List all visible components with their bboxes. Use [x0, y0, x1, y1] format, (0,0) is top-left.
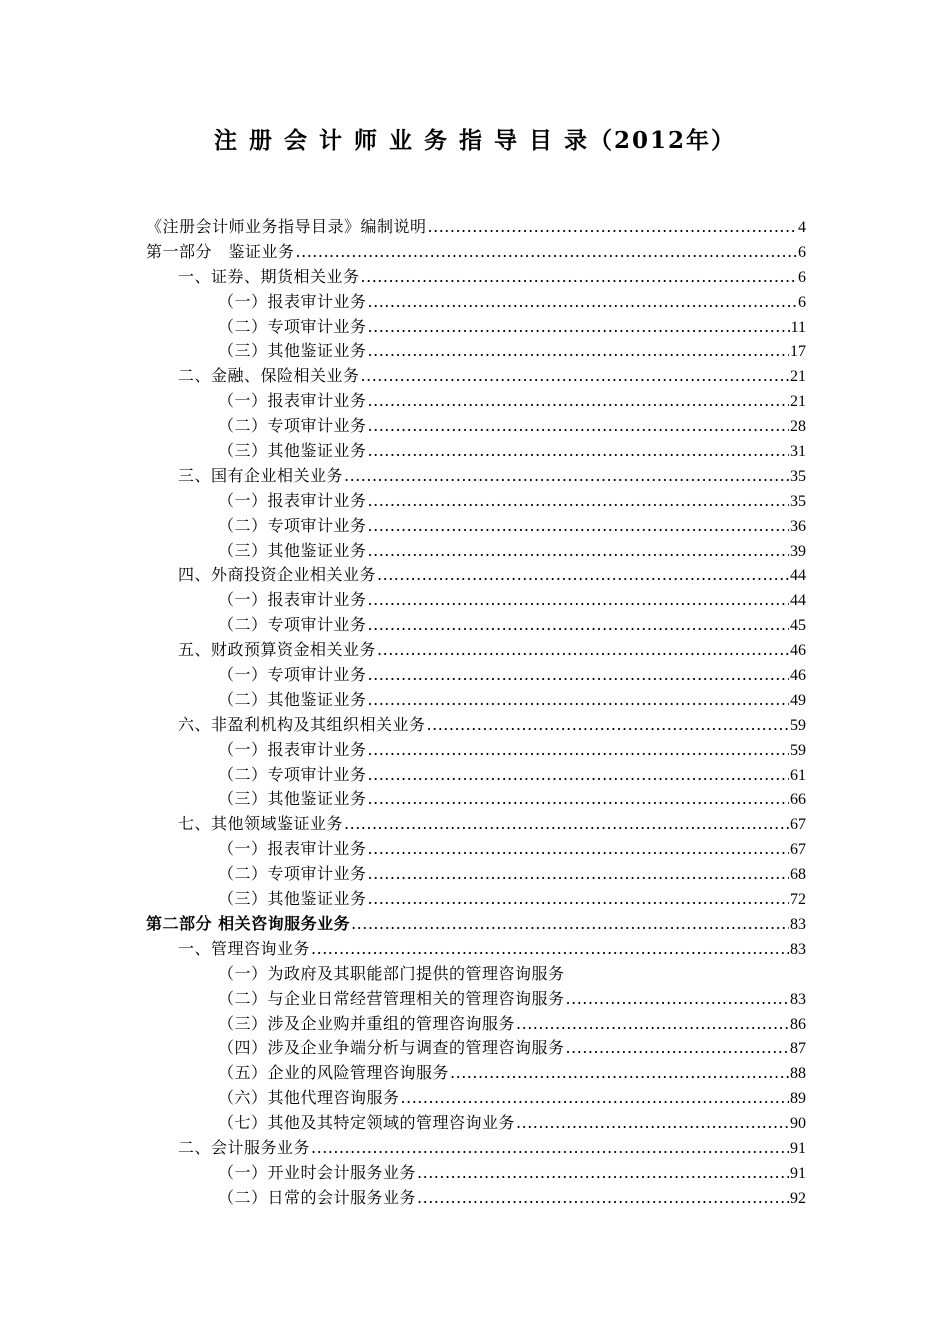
toc-entry-title: （一）报表审计业务: [218, 839, 367, 859]
toc-entry-page-number: 89: [790, 1090, 806, 1108]
toc-entry[interactable]: [146, 265, 806, 290]
toc-entry-page-number: 59: [790, 716, 806, 734]
toc-entry-title: （二）专项审计业务: [218, 764, 367, 784]
toc-entry[interactable]: [146, 1086, 806, 1111]
toc-dot-leader: [368, 514, 789, 539]
toc-dot-leader: [368, 489, 789, 514]
toc-dot-leader: [368, 837, 789, 862]
toc-entry-page-number: 6: [798, 293, 806, 311]
toc-dot-leader: [351, 912, 789, 937]
toc-dot-leader: [428, 215, 797, 240]
toc-entry[interactable]: [146, 688, 806, 713]
toc-entry-page-number: 88: [790, 1065, 806, 1083]
toc-entry[interactable]: [146, 1161, 806, 1186]
toc-entry-title: （二）日常的会计服务业务: [218, 1187, 417, 1207]
toc-entry[interactable]: [146, 464, 806, 489]
toc-entry[interactable]: [146, 1061, 806, 1086]
toc-entry-title: （二）专项审计业务: [218, 316, 367, 336]
toc-entry-title: （一）为政府及其职能部门提供的管理咨询服务: [218, 963, 565, 983]
toc-entry[interactable]: [146, 663, 806, 688]
toc-entry-page-number: 46: [790, 642, 806, 660]
toc-entry[interactable]: [146, 389, 806, 414]
toc-entry[interactable]: [146, 364, 806, 389]
toc-dot-leader: [401, 1086, 789, 1111]
toc-entry-title: （六）其他代理咨询服务: [218, 1088, 400, 1108]
toc-entry-page-number: 21: [790, 393, 806, 411]
toc-entry[interactable]: [146, 1111, 806, 1136]
toc-entry-page-number: 44: [790, 567, 806, 585]
toc-entry-page-number: 59: [790, 741, 806, 759]
toc-entry-page-number: 72: [790, 891, 806, 909]
toc-entry[interactable]: [146, 713, 806, 738]
toc-entry[interactable]: [146, 563, 806, 588]
toc-dot-leader: [311, 937, 789, 962]
toc-entry-title: 六、非盈利机构及其组织相关业务: [178, 714, 426, 734]
toc-entry[interactable]: [146, 962, 806, 987]
toc-dot-leader: [368, 862, 789, 887]
toc-entry-title: （二）专项审计业务: [218, 515, 367, 535]
toc-entry[interactable]: [146, 215, 806, 240]
toc-entry[interactable]: [146, 1186, 806, 1211]
toc-entry-title: 一、证券、期货相关业务: [178, 266, 360, 286]
toc-entry-title: 七、其他领域鉴证业务: [178, 814, 344, 834]
toc-entry[interactable]: [146, 937, 806, 962]
toc-dot-leader: [296, 240, 797, 265]
toc-dot-leader: [377, 638, 789, 663]
toc-dot-leader: [368, 290, 797, 315]
toc-entry-page-number: 83: [790, 915, 806, 933]
document-title: 注 册 会 计 师 业 务 指 导 目 录（2012年）: [213, 127, 737, 154]
toc-entry-page-number: 28: [790, 418, 806, 436]
toc-dot-leader: [368, 389, 789, 414]
toc-entry-page-number: 91: [790, 1139, 806, 1157]
toc-dot-leader: [427, 713, 789, 738]
toc-entry-title: 二、金融、保险相关业务: [178, 366, 360, 386]
toc-entry-title: （三）其他鉴证业务: [218, 341, 367, 361]
toc-entry[interactable]: [146, 787, 806, 812]
toc-entry[interactable]: [146, 1136, 806, 1161]
toc-dot-leader: [311, 1136, 789, 1161]
toc-dot-leader: [368, 439, 789, 464]
toc-entry[interactable]: [146, 339, 806, 364]
toc-entry-title: （三）其他鉴证业务: [218, 441, 367, 461]
toc-dot-leader: [566, 1036, 789, 1061]
toc-dot-leader: [368, 414, 789, 439]
toc-entry[interactable]: [146, 738, 806, 763]
toc-entry-title: （二）与企业日常经营管理相关的管理咨询服务: [218, 988, 565, 1008]
toc-entry-page-number: 35: [790, 467, 806, 485]
toc-dot-leader: [368, 688, 789, 713]
toc-dot-leader: [377, 563, 789, 588]
toc-entry[interactable]: [146, 912, 806, 937]
toc-entry[interactable]: [146, 290, 806, 315]
toc-dot-leader: [344, 464, 789, 489]
toc-entry-page-number: 68: [790, 866, 806, 884]
toc-entry-page-number: 66: [790, 791, 806, 809]
toc-entry-page-number: 35: [790, 492, 806, 510]
toc-dot-leader: [368, 339, 789, 364]
toc-entry[interactable]: [146, 763, 806, 788]
toc-entry-title: （二）专项审计业务: [218, 416, 367, 436]
toc-entry[interactable]: [146, 1012, 806, 1037]
toc-entry-page-number: 36: [790, 517, 806, 535]
toc-entry-title: 三、国有企业相关业务: [178, 465, 344, 485]
toc-entry[interactable]: [146, 812, 806, 837]
toc-entry-page-number: 44: [790, 592, 806, 610]
toc-entry-title: （二）专项审计业务: [218, 864, 367, 884]
toc-dot-leader: [368, 763, 789, 788]
toc-entry-title: （三）其他鉴证业务: [218, 889, 367, 909]
toc-entry-title: 《注册会计师业务指导目录》编制说明: [146, 217, 427, 236]
toc-entry-title: （一）报表审计业务: [218, 739, 367, 759]
toc-entry-page-number: 4: [798, 219, 806, 236]
toc-entry-title: （四）涉及企业争端分析与调查的管理咨询服务: [218, 1038, 565, 1058]
toc-entry-page-number: 83: [790, 940, 806, 958]
toc-dot-leader: [368, 887, 789, 912]
toc-dot-leader: [516, 1111, 789, 1136]
toc-entry-title: （三）涉及企业购并重组的管理咨询服务: [218, 1013, 516, 1033]
toc-entry[interactable]: [146, 638, 806, 663]
toc-entry[interactable]: [146, 514, 806, 539]
toc-dot-leader: [368, 787, 789, 812]
toc-entry[interactable]: [146, 539, 806, 564]
toc-dot-leader: [368, 663, 789, 688]
toc-entry[interactable]: [146, 887, 806, 912]
toc-dot-leader: [368, 315, 790, 340]
toc-entry-title: （三）其他鉴证业务: [218, 540, 367, 560]
toc-entry-page-number: 67: [790, 841, 806, 859]
toc-dot-leader: [516, 1012, 789, 1037]
toc-entry-title: （二）专项审计业务: [218, 615, 367, 635]
toc-entry[interactable]: [146, 439, 806, 464]
toc-entry-title: （一）开业时会计服务业务: [218, 1162, 417, 1182]
toc-entry-page-number: 49: [790, 691, 806, 709]
toc-entry-title: （一）报表审计业务: [218, 391, 367, 411]
toc-entry-title: （一）报表审计业务: [218, 291, 367, 311]
toc-dot-leader: [417, 1161, 789, 1186]
toc-entry-title: 第一部分 鉴证业务: [146, 241, 295, 261]
toc-dot-leader: [361, 364, 789, 389]
table-of-contents: [146, 215, 806, 1211]
toc-dot-leader: [368, 613, 789, 638]
toc-entry-page-number: 87: [790, 1040, 806, 1058]
toc-entry-page-number: 86: [790, 1015, 806, 1033]
toc-entry[interactable]: [146, 315, 806, 340]
toc-entry-page-number: 6: [798, 243, 806, 261]
toc-entry-page-number: 31: [790, 443, 806, 461]
toc-dot-leader: [450, 1061, 789, 1086]
toc-entry-page-number: 91: [790, 1164, 806, 1182]
toc-entry[interactable]: [146, 489, 806, 514]
toc-entry-title: （七）其他及其特定领域的管理咨询业务: [218, 1113, 516, 1133]
toc-entry-title: （一）报表审计业务: [218, 490, 367, 510]
toc-entry-title: （一）专项审计业务: [218, 665, 367, 685]
toc-dot-leader: [368, 539, 789, 564]
toc-entry-page-number: 90: [790, 1115, 806, 1133]
toc-entry-page-number: 39: [790, 542, 806, 560]
toc-entry-title: 一、管理咨询业务: [178, 938, 311, 958]
toc-entry-title: （三）其他鉴证业务: [218, 789, 367, 809]
toc-dot-leader: [368, 738, 789, 763]
toc-entry-title: （一）报表审计业务: [218, 590, 367, 610]
toc-entry-page-number: 17: [790, 343, 806, 361]
toc-entry-title: 第二部分 相关咨询服务业务: [146, 913, 351, 933]
toc-entry-page-number: 11: [790, 318, 806, 336]
toc-dot-leader: [361, 265, 797, 290]
toc-entry-page-number: 67: [790, 816, 806, 834]
toc-entry-page-number: 61: [790, 766, 806, 784]
toc-entry-page-number: 46: [790, 667, 806, 685]
toc-entry-page-number: 45: [790, 617, 806, 635]
toc-entry-title: （五）企业的风险管理咨询服务: [218, 1063, 450, 1083]
toc-entry-page-number: 6: [798, 268, 806, 286]
toc-dot-leader: [368, 588, 789, 613]
toc-entry[interactable]: [146, 414, 806, 439]
toc-entry[interactable]: [146, 240, 806, 265]
toc-dot-leader: [566, 987, 789, 1012]
toc-entry[interactable]: [146, 837, 806, 862]
toc-entry[interactable]: [146, 613, 806, 638]
toc-entry-page-number: 83: [790, 990, 806, 1008]
toc-entry-page-number: 92: [790, 1189, 806, 1207]
toc-entry-page-number: 21: [790, 368, 806, 386]
toc-entry[interactable]: [146, 588, 806, 613]
toc-entry-title: 二、会计服务业务: [178, 1137, 311, 1157]
toc-dot-leader: [417, 1186, 789, 1211]
toc-entry[interactable]: [146, 862, 806, 887]
toc-dot-leader: [344, 812, 789, 837]
toc-entry-title: 四、外商投资企业相关业务: [178, 565, 377, 585]
toc-entry[interactable]: [146, 1036, 806, 1061]
toc-entry[interactable]: [146, 987, 806, 1012]
toc-entry-title: （二）其他鉴证业务: [218, 689, 367, 709]
toc-entry-title: 五、财政预算资金相关业务: [178, 640, 377, 660]
